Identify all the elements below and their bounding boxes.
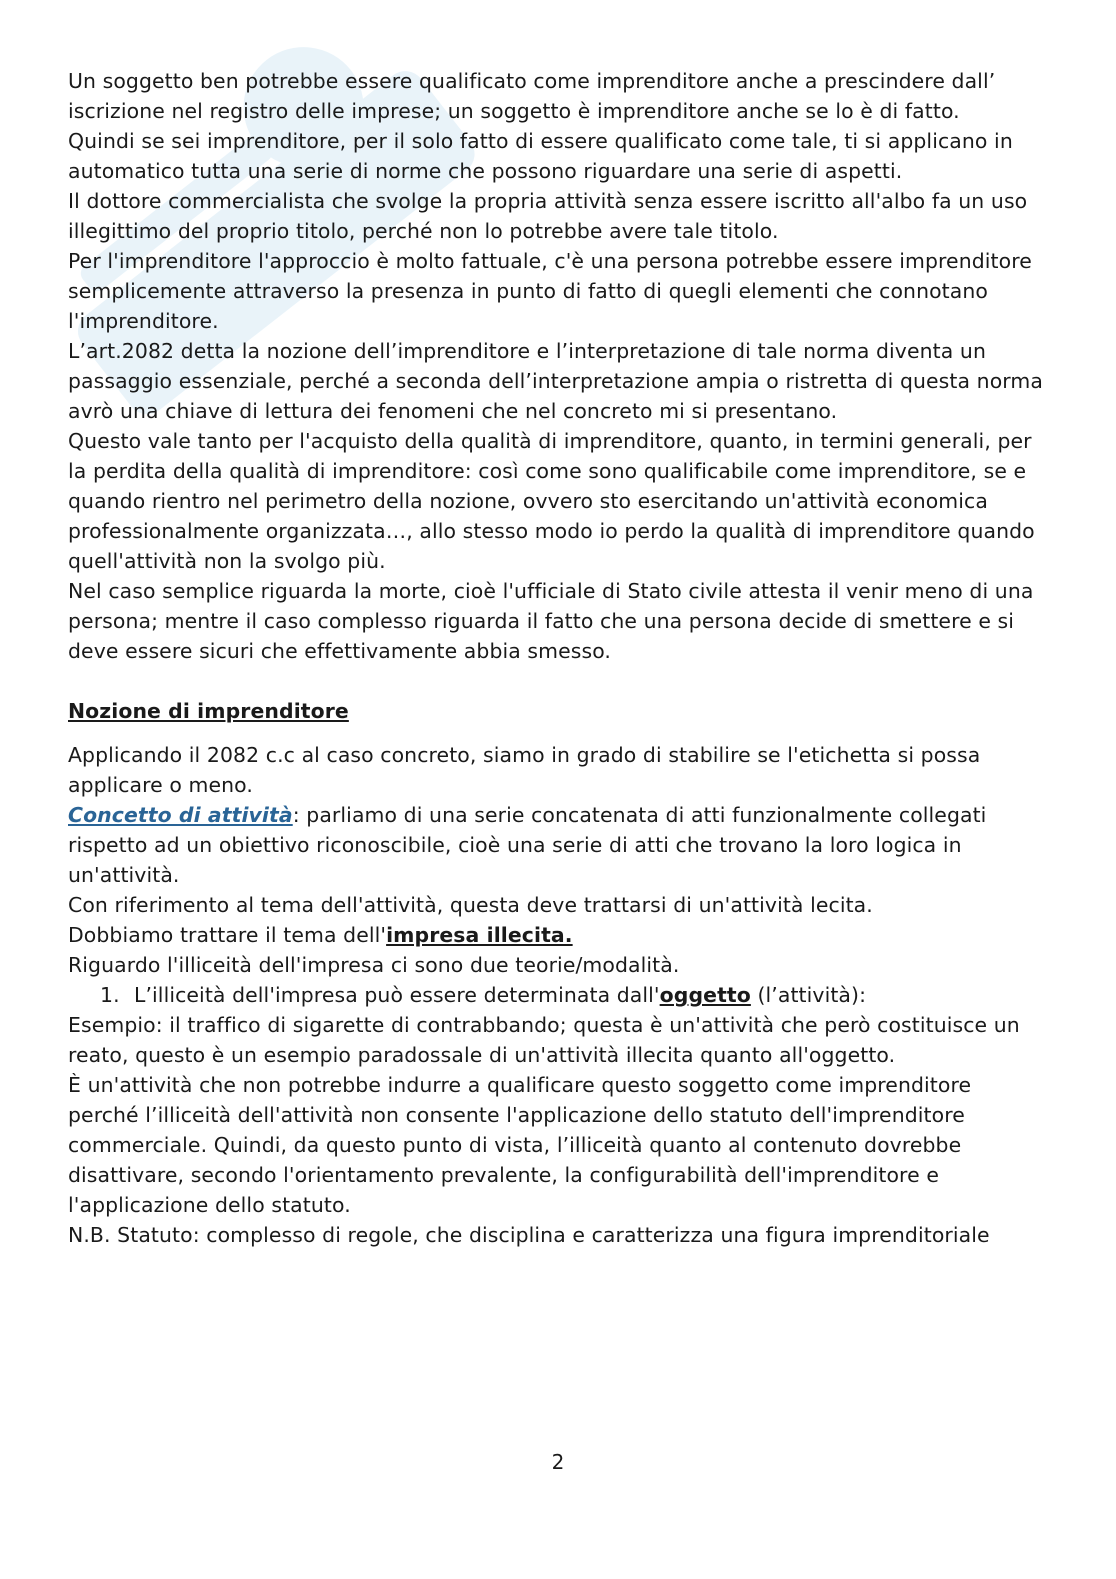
oggetto-term: oggetto bbox=[659, 983, 751, 1007]
dobbiamo-text: Dobbiamo trattare il tema dell' bbox=[68, 923, 387, 947]
section-heading: Nozione di imprenditore bbox=[68, 699, 349, 723]
document-body bbox=[68, 66, 1048, 1250]
paragraph: Quindi se sei imprenditore, per il solo fatto di essere qualificato come tale, ti si applicano in automatico tutta una serie di norme che possono riguardare una serie di aspetti. bbox=[68, 129, 1013, 183]
paragraph: Applicando il 2082 c.c al caso concreto, siamo in grado di stabilire se l'etichetta si possa applicare o meno. bbox=[68, 743, 981, 797]
concetto-text: : parliamo di una serie concatenata di atti funzionalmente collegati rispetto ad un obiettivo riconoscibile, cioè una serie di atti che trovano la loro logica in un'attività. bbox=[68, 803, 987, 887]
paragraph: Esempio: il traffico di sigarette di contrabbando; questa è un'attività che però costituisce un reato, questo è un esempio paradossale di un'attività illecita quanto all'oggetto. bbox=[68, 1013, 1020, 1067]
list-item bbox=[68, 980, 1048, 1010]
list-text-pre: L’illiceità dell'impresa può essere determinata dall' bbox=[134, 983, 660, 1007]
paragraph-concetto bbox=[68, 800, 1048, 890]
list-text-post: (l’attività): bbox=[750, 983, 867, 1007]
paragraph: L’art.2082 detta la nozione dell’imprenditore e l’interpretazione di tale norma diventa un passaggio essenziale, perché a seconda dell’interpretazione ampia o ristretta di questa norma avrò una chiave di lettura dei fenomeni che nel concreto mi si presentano. bbox=[68, 339, 1043, 423]
paragraph: Riguardo l'illiceità dell'impresa ci sono due teorie/modalità. bbox=[68, 953, 680, 977]
concetto-link[interactable]: Concetto di attività bbox=[68, 803, 293, 827]
impresa-illecita-term: impresa illecita. bbox=[386, 923, 573, 947]
page-number: 2 bbox=[551, 1450, 565, 1474]
paragraph: È un'attività che non potrebbe indurre a qualificare questo soggetto come imprenditore perché l’illiceità dell'attività non consente l'applicazione dello statuto dell'imprenditore commerciale. Quindi, da questo punto di vista, l’illiceità quanto al contenuto dovrebbe disattivare, secondo l'orientamento prevalente, la configurabilità dell'imprenditore e l'applicazione dello statuto. bbox=[68, 1073, 972, 1217]
paragraph: Con riferimento al tema dell'attività, questa deve trattarsi di un'attività lecita. bbox=[68, 893, 873, 917]
paragraph: Questo vale tanto per l'acquisto della qualità di imprenditore, quanto, in termini generali, per la perdita della qualità di imprenditore: così come sono qualificabile come imprenditore, se e quando rientro nel perimetro della nozione, ovvero sto esercitando un'attività economica professionalmente organizzata…, allo stesso modo io perdo la qualità di imprenditore quando quell'attività non la svolgo più. bbox=[68, 429, 1035, 573]
paragraph-dobbiamo bbox=[68, 920, 1048, 950]
paragraph: Il dottore commercialista che svolge la propria attività senza essere iscritto all'albo fa un uso illegittimo del proprio titolo, perché non lo potrebbe avere tale titolo. bbox=[68, 189, 1028, 243]
list-number: 1. bbox=[100, 983, 120, 1007]
paragraph: Nel caso semplice riguarda la morte, cioè l'ufficiale di Stato civile attesta il venir meno di una persona; mentre il caso complesso riguarda il fatto che una persona decide di smettere e si deve essere sicuri che effettivamente abbia smesso. bbox=[68, 579, 1034, 663]
paragraph: N.B. Statuto: complesso di regole, che disciplina e caratterizza una figura imprenditoriale bbox=[68, 1223, 990, 1247]
paragraph: Per l'imprenditore l'approccio è molto fattuale, c'è una persona potrebbe essere imprenditore semplicemente attraverso la presenza in punto di fatto di quegli elementi che connotano l'imprenditore. bbox=[68, 249, 1032, 333]
paragraph: Un soggetto ben potrebbe essere qualificato come imprenditore anche a prescindere dall’ iscrizione nel registro delle imprese; un soggetto è imprenditore anche se lo è di fatto. bbox=[68, 69, 996, 123]
